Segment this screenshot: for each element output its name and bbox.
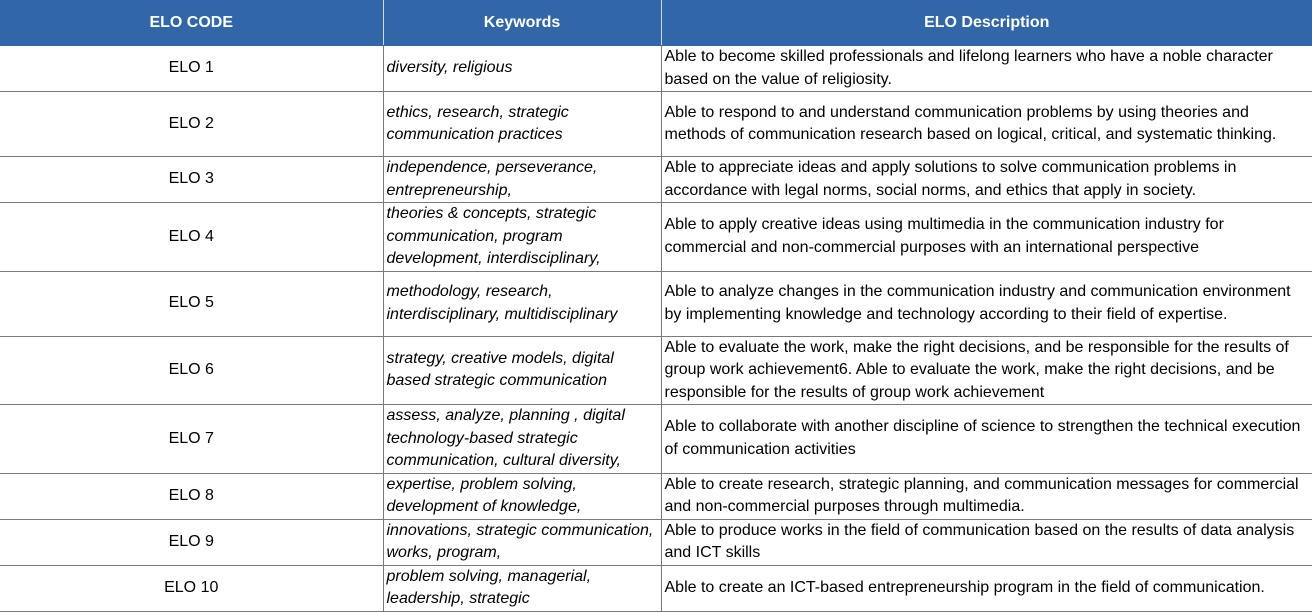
keywords-cell: assess, analyze, planning , digital technology-based strategic communication, cultural diversity,	[383, 405, 661, 474]
description-cell: Able to create research, strategic planning, and communication messages for commercial and non-commercial purposes through multimedia.	[661, 473, 1312, 519]
description-cell: Able to respond to and understand communication problems by using theories and methods of communication research based on logical, critical, and systematic thinking.	[661, 92, 1312, 157]
elo-code-cell: ELO 1	[0, 46, 383, 92]
keywords-cell: strategy, creative models, digital based strategic communication	[383, 336, 661, 405]
keywords-cell: problem solving, managerial, leadership, strategic	[383, 565, 661, 611]
table-row	[0, 203, 1312, 272]
description-cell: Able to become skilled professionals and lifelong learners who have a noble character based on the value of religiosity.	[661, 46, 1312, 92]
description-cell: Able to produce works in the field of communication based on the results of data analysis and ICT skills	[661, 519, 1312, 565]
keywords-cell: independence, perseverance, entrepreneurship,	[383, 157, 661, 203]
table-row	[0, 405, 1312, 474]
description-cell: Able to analyze changes in the communication industry and communication environment by implementing knowledge and technology according to their field of expertise.	[661, 271, 1312, 336]
description-cell: Able to evaluate the work, make the right decisions, and be responsible for the results of group work achievement6. Able to evaluate the work, make the right decisions, and be responsible for the results of group work achievement	[661, 336, 1312, 405]
description-cell: Able to appreciate ideas and apply solutions to solve communication problems in accordance with legal norms, social norms, and ethics that apply in society.	[661, 157, 1312, 203]
elo-code-cell: ELO 5	[0, 271, 383, 336]
elo-code-cell: ELO 10	[0, 565, 383, 611]
keywords-cell: expertise, problem solving, development of knowledge,	[383, 473, 661, 519]
elo-code-cell: ELO 7	[0, 405, 383, 474]
description-cell: Able to collaborate with another discipline of science to strengthen the technical execution of communication activities	[661, 405, 1312, 474]
header-elo-description: ELO Description	[661, 0, 1312, 46]
header-elo-code: ELO CODE	[0, 0, 383, 46]
header-keywords: Keywords	[383, 0, 661, 46]
table-row	[0, 473, 1312, 519]
table-row	[0, 46, 1312, 92]
keywords-cell: ethics, research, strategic communication practices	[383, 92, 661, 157]
description-cell: Able to create an ICT-based entrepreneurship program in the field of communication.	[661, 565, 1312, 611]
table-row	[0, 519, 1312, 565]
table-row	[0, 271, 1312, 336]
elo-code-cell: ELO 3	[0, 157, 383, 203]
elo-code-cell: ELO 4	[0, 203, 383, 272]
table-row	[0, 565, 1312, 611]
elo-code-cell: ELO 2	[0, 92, 383, 157]
keywords-cell: methodology, research, interdisciplinary, multidisciplinary	[383, 271, 661, 336]
table-row	[0, 157, 1312, 203]
keywords-cell: theories & concepts, strategic communication, program development, interdisciplinary,	[383, 203, 661, 272]
elo-code-cell: ELO 9	[0, 519, 383, 565]
header-row	[0, 0, 1312, 46]
table-row	[0, 336, 1312, 405]
table-row	[0, 92, 1312, 157]
keywords-cell: innovations, strategic communication, works, program,	[383, 519, 661, 565]
elo-code-cell: ELO 8	[0, 473, 383, 519]
keywords-cell: diversity, religious	[383, 46, 661, 92]
elo-code-cell: ELO 6	[0, 336, 383, 405]
description-cell: Able to apply creative ideas using multimedia in the communication industry for commercial and non-commercial purposes with an international perspective	[661, 203, 1312, 272]
